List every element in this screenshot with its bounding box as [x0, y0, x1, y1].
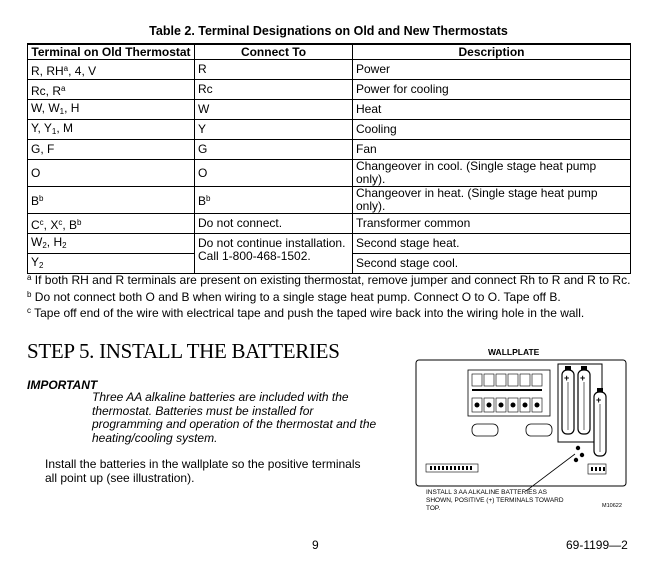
- figure-caption: INSTALL 3 AA ALKALINE BATTERIES AS SHOWN, POSITIVE (+) TERMINALS TOWARD TOP.: [426, 489, 564, 512]
- description-cell: Heat: [353, 100, 631, 120]
- old-terminal-cell: $B^b$: [28, 187, 195, 214]
- table-row: [28, 214, 631, 234]
- description-cell: Second stage heat.: [353, 234, 631, 254]
- footnote-b: $^b$ Do not connect both O and B when wiring to a single stage heat pump. Connect O to O. Tape off B.: [27, 290, 561, 304]
- install-text: Install the batteries in the wallplate so the positive terminals all point up (see illustration).: [45, 457, 361, 485]
- footnote-a: $^a$ If both RH and R terminals are present on existing thermostat, remove jumper and connect Rh to R and R to Rc.: [27, 273, 631, 287]
- header-connect-to: Connect To: [195, 44, 353, 60]
- description-cell: Power for cooling: [353, 80, 631, 100]
- table-header-row: [28, 44, 631, 60]
- header-old-terminal: Terminal on Old Thermostat: [28, 44, 195, 60]
- terminal-table: [27, 43, 631, 274]
- description-cell: Second stage cool.: [353, 254, 631, 274]
- table-row: [28, 60, 631, 80]
- description-cell: Changeover in cool. (Single stage heat pump only).: [353, 160, 631, 187]
- table-row: [28, 80, 631, 100]
- plus-terminal-1: +: [564, 373, 570, 383]
- old-terminal-cell: R, $RH^a$, 4, V: [28, 60, 195, 80]
- old-terminal-cell: $Y_2$: [28, 254, 195, 274]
- description-cell: Changeover in heat. (Single stage heat pump only).: [353, 187, 631, 214]
- connect-cell: Do not connect.: [195, 214, 353, 234]
- connect-cell: W: [195, 100, 353, 120]
- description-cell: Fan: [353, 140, 631, 160]
- old-terminal-cell: W, $W_1$, H: [28, 100, 195, 120]
- description-cell: Cooling: [353, 120, 631, 140]
- table-row: [28, 234, 631, 254]
- important-text: Three AA alkaline batteries are included with the thermostat. Batteries must be installed for programming and operation of the thermostat and the heating/cooling system.: [92, 390, 377, 445]
- footnote-c: $^c$ Tape off end of the wire with electrical tape and push the taped wire back into the wiring hole in the wall.: [27, 306, 585, 320]
- terminal-block: [468, 370, 550, 416]
- old-terminal-cell: Rc, $R^a$: [28, 80, 195, 100]
- connect-cell: R: [195, 60, 353, 80]
- old-terminal-cell: O: [28, 160, 195, 187]
- figure-code: M10622: [602, 503, 622, 509]
- connect-cell-merged: Do not continue installation. Call 1-800-468-1502.: [195, 234, 353, 274]
- wallplate-label: WALLPLATE: [488, 347, 540, 357]
- old-terminal-cell: $C^c$, $X^c$, $B^b$: [28, 214, 195, 234]
- important-label: IMPORTANT: [27, 378, 98, 392]
- table-row: [28, 100, 631, 120]
- connect-cell: $B^b$: [195, 187, 353, 214]
- connect-cell: O: [195, 160, 353, 187]
- connect-cell: G: [195, 140, 353, 160]
- connect-cell: Y: [195, 120, 353, 140]
- connect-cell: Rc: [195, 80, 353, 100]
- header-description: Description: [353, 44, 631, 60]
- page-number: 9: [312, 538, 319, 552]
- wallplate-illustration: [410, 356, 635, 491]
- description-cell: Power: [353, 60, 631, 80]
- document-number: 69-1199—2: [566, 538, 628, 552]
- old-terminal-cell: Y, $Y_1$, M: [28, 120, 195, 140]
- table-row: [28, 140, 631, 160]
- plus-terminal-3: +: [596, 395, 602, 405]
- step-title: STEP 5. INSTALL THE BATTERIES: [27, 339, 340, 363]
- old-terminal-cell: $W_2$, $H_2$: [28, 234, 195, 254]
- table-title: Table 2. Terminal Designations on Old and New Thermostats: [149, 24, 508, 38]
- old-terminal-cell: G, F: [28, 140, 195, 160]
- table-row: [28, 120, 631, 140]
- plus-terminal-2: +: [580, 373, 586, 383]
- table-row: [28, 187, 631, 214]
- description-cell: Transformer common: [353, 214, 631, 234]
- table-row: [28, 160, 631, 187]
